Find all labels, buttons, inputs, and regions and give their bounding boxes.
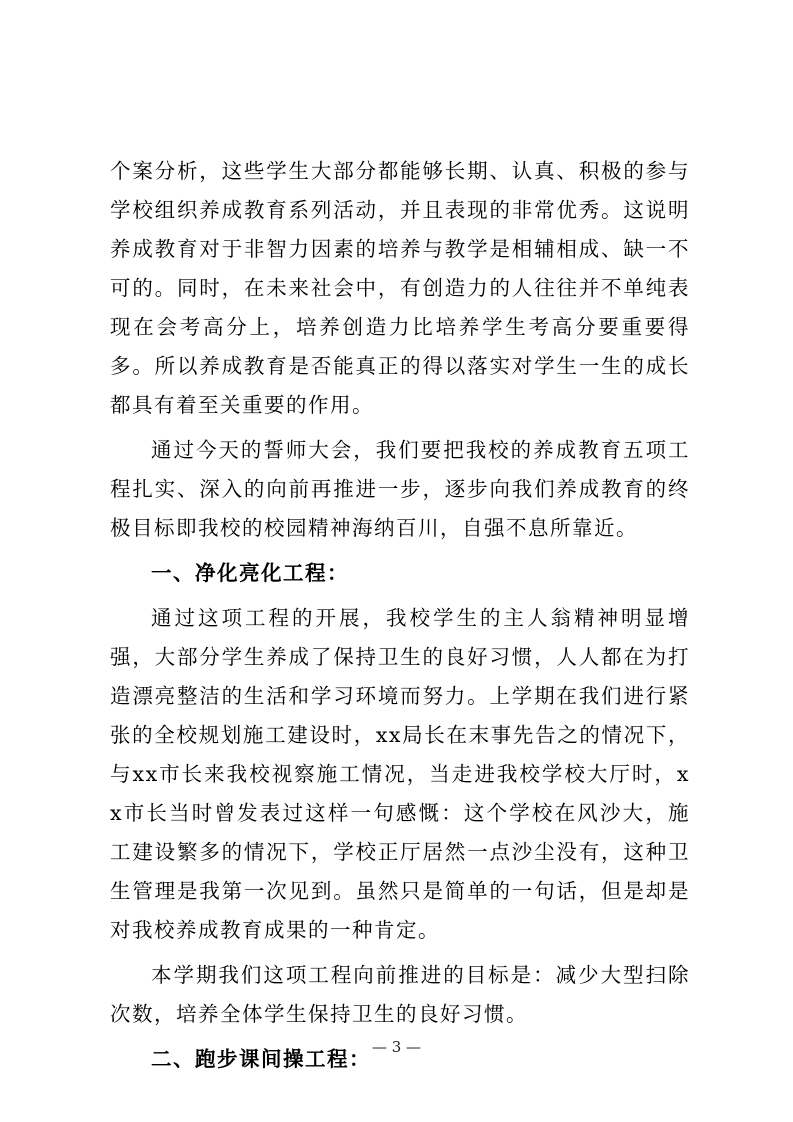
paragraph-oath-meeting: 通过今天的誓师大会，我们要把我校的养成教育五项工程扎实、深入的向前再推进一步，逐步向我们养成教育的终极目标即我校的校园精神海纳百川，自强不息所靠近。 bbox=[110, 438, 690, 540]
paragraph-cleaning-results: 通过这项工程的开展，我校学生的主人翁精神明显增强，大部分学生养成了保持卫生的良好习惯，人人都在为打造漂亮整洁的生活和学习环境而努力。上学期在我们进行紧张的全校规划施工建设时，xx局长在末事先告之的情况下，与xx市长来我校视察施工情况，当走进我校学校大厅时，xx市长当时曾发表过这样一句感慨：这个学校在风沙大，施工建设繁多的情况下，学校正厅居然一点沙尘没有，这种卫生管理是我第一次见到。虽然只是简单的一句话，但是却是对我校养成教育成果的一种肯定。 bbox=[110, 606, 690, 942]
heading-cleaning-project: 一、净化亮化工程： bbox=[151, 561, 349, 585]
paragraph-semester-goal: 本学期我们这项工程向前推进的目标是：减少大型扫除次数，培养全体学生保持卫生的良好习惯。 bbox=[110, 963, 690, 1026]
paragraph-case-analysis: 个案分析，这些学生大部分都能够长期、认真、积极的参与学校组织养成教育系列活动，并且表现的非常优秀。这说明养成教育对于非智力因素的培养与教学是相辅相成、缺一不可的。同时，在未来社会中，有创造力的人往往并不单纯表现在会考高分上，培养创造力比培养学生考高分要重要得多。所以养成教育是否能真正的得以落实对学生一生的成长都具有着至关重要的作用。 bbox=[110, 159, 690, 417]
document-body bbox=[110, 152, 690, 1085]
heading-running-exercise-project: 二、跑步课间操工程： bbox=[151, 1047, 371, 1071]
page-number: — 3 — bbox=[371, 1038, 422, 1056]
